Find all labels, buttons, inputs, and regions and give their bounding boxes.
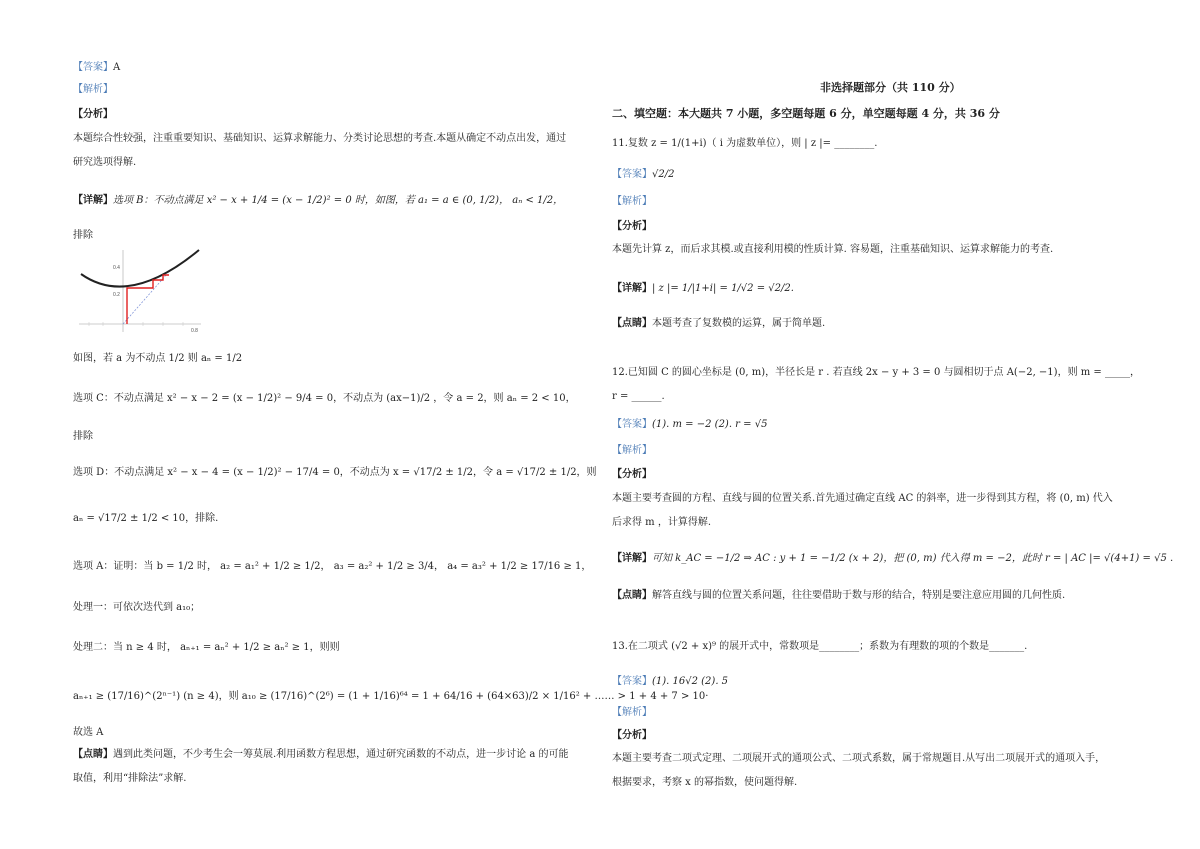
process-1: 处理一：可依次迭代到 a₁₀；: [73, 602, 201, 613]
q12-detail-text: 可知 k_AC = −1/2 ⇒ AC : y + 1 = −1/2 (x + 2)，把 (0, m) 代入得 m = −2，此时 r = | AC |= √(4+1) = √5 .: [652, 553, 1174, 564]
detail-option-b: [73, 194, 563, 208]
q12-detail-tag: 【详解】: [612, 553, 652, 564]
q13-answer: [612, 675, 728, 689]
conclusion: 故选 A: [73, 727, 104, 738]
q13-answer-value: (1). 16√2 (2). 5: [652, 676, 729, 687]
q12-answer: [612, 418, 767, 432]
q12-fenxi-1: 本题主要考查圆的方程、直线与圆的位置关系.首先通过确定直线 AC 的斜率，进一步得到其方程，将 (0, m) 代入: [612, 493, 1113, 504]
fenxi-tag: 【分析】: [73, 109, 113, 120]
q13-fenxi-1: 本题主要考查二项式定理、二项展开式的通项公式、二项式系数，属于常规题目.从写出二项展开式的通项入手，: [612, 753, 1106, 764]
fig-caption: 如图，若 a 为不动点 1/2 则 aₙ = 1/2: [73, 353, 243, 364]
q11-answer-tag: 【答案】: [612, 169, 652, 180]
detail-option-b-text: 选项 B：不动点满足 x² − x + 1/4 = (x − 1/2)² = 0 时，如图，若 a₁ = a ∈ (0, 1/2)， aₙ < 1/2，: [113, 195, 564, 206]
fenxi-text-1: 本题综合性较强，注重重要知识、基础知识、运算求解能力、分类讨论思想的考查.本题从确定不动点出发，通过: [73, 133, 567, 144]
q12-dianjing-text: 解答直线与圆的位置关系问题，往往要借助于数与形的结合，特别是要注意应用圆的几何性质.: [652, 590, 1066, 601]
q11-dianjing-text: 本题考查了复数模的运算，属于简单题.: [652, 318, 826, 329]
dianjing-tag: 【点睛】: [73, 749, 113, 760]
q12-answer-value: (1). m = −2 (2). r = √5: [652, 419, 768, 430]
option-c: 选项 C：不动点满足 x² − x − 2 = (x − 1/2)² − 9/4 = 0，不动点为 (ax−1)/2 ，令 a = 2，则 aₙ = 2 < 10，: [73, 393, 576, 404]
fenxi-text-2: 研究选项得解.: [73, 157, 137, 168]
y-tick-lower: 0.2: [113, 292, 120, 298]
q11-answer-value: √2/2: [652, 169, 675, 180]
q11-detail-text: | z |= 1/|1+i| = 1/√2 = √2/2.: [652, 283, 794, 294]
option-d-2: aₙ = √17/2 ± 1/2 < 10，排除.: [73, 513, 219, 524]
q12-r: r = ______.: [612, 391, 665, 402]
q11-detail-tag: 【详解】: [612, 283, 652, 294]
q11-dianjing: [612, 317, 825, 331]
q11-dianjing-tag: 【点睛】: [612, 318, 652, 329]
x-tick-end: 0.8: [191, 328, 198, 334]
dianjing-line-1: [73, 748, 569, 762]
q13-answer-tag: 【答案】: [612, 676, 652, 687]
exclude-1: 排除: [73, 230, 93, 241]
q12-detail: [612, 552, 1173, 566]
q11-fenxi: 本题先计算 z，而后求其模.或直接利用模的性质计算. 容易题，注重基础知识、运算求解能力的考查.: [612, 244, 1054, 255]
section-header: 二、填空题：本大题共 7 小题，多空题每题 6 分，单空题每题 4 分，共 36 分: [612, 107, 1000, 120]
detail-tag: 【详解】: [73, 195, 113, 206]
answer-tag: 【答案】: [73, 62, 113, 73]
q13-jiexi-tag: 【解析】: [612, 707, 652, 718]
dianjing-text-2: 取值，利用“排除法”求解.: [73, 773, 187, 784]
q12-jiexi-tag: 【解析】: [612, 445, 652, 456]
section-title: 非选择题部分（共 110 分）: [820, 81, 961, 94]
q13-fenxi-tag: 【分析】: [612, 730, 652, 741]
q12-text: 12.已知圆 C 的圆心坐标是 (0, m)，半径长是 r . 若直线 2x − y + 3 = 0 与圆相切于点 A(−2, −1)，则 m = _____，: [612, 367, 1140, 378]
answer-line: [73, 61, 120, 75]
jiexi-tag: 【解析】: [73, 84, 113, 95]
parabola-graph: [79, 246, 204, 336]
process-2: 处理二：当 n ≥ 4 时， aₙ₊₁ = aₙ² + 1/2 ≥ aₙ² ≥ 1，则则: [73, 642, 340, 653]
q12-dianjing-tag: 【点睛】: [612, 590, 652, 601]
q12-fenxi-2: 后求得 m ，计算得解.: [612, 517, 712, 528]
option-a: 选项 A：证明：当 b = 1/2 时， a₂ = a₁² + 1/2 ≥ 1/2， a₃ = a₂² + 1/2 ≥ 3/4， a₄ = a₃² + 1/2 ≥ 17/16 ≥ 1，: [73, 561, 592, 572]
q11-detail: [612, 282, 794, 296]
q13-fenxi-2: 根据要求，考察 x 的幂指数，使问题得解.: [612, 777, 798, 788]
q11-answer: [612, 168, 674, 182]
q11-text: 11.复数 z = 1/(1+i)（ i 为虚数单位），则 | z |= ________.: [612, 138, 878, 149]
q11-fenxi-tag: 【分析】: [612, 221, 652, 232]
q13-text: 13.在二项式 (√2 + x)⁹ 的展开式中，常数项是________；系数为有理数的项的个数是_______.: [612, 641, 1028, 652]
y-tick-upper: 0.4: [113, 265, 120, 271]
q12-fenxi-tag: 【分析】: [612, 469, 652, 480]
q12-dianjing: [612, 589, 1065, 603]
answer-value: A: [113, 62, 121, 73]
q12-answer-tag: 【答案】: [612, 419, 652, 430]
process-2-formula: aₙ₊₁ ≥ (17/16)^(2ⁿ⁻¹) (n ≥ 4)，则 a₁₀ ≥ (17/16)^(2⁶) = (1 + 1/16)⁶⁴ = 1 + 64/16 + (64×63)/2 × 1/16² + …… > 1 + 4 + 7 > 10·: [73, 691, 709, 702]
q11-jiexi-tag: 【解析】: [612, 196, 652, 207]
exclude-2: 排除: [73, 431, 93, 442]
option-d: 选项 D：不动点满足 x² − x − 4 = (x − 1/2)² − 17/4 = 0，不动点为 x = √17/2 ± 1/2，令 a = √17/2 ± 1/2，则: [73, 467, 597, 478]
dianjing-text-1: 遇到此类问题，不少考生会一筹莫展.利用函数方程思想，通过研究函数的不动点，进一步讨论 a 的可能: [113, 749, 569, 760]
